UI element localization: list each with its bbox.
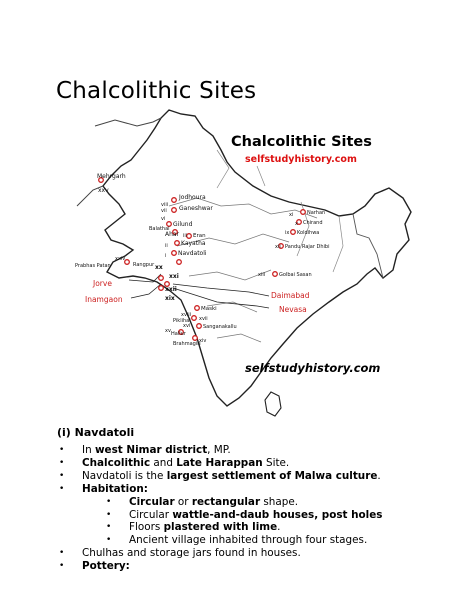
label-prabhas-patan: Prabhas Patan [75, 263, 111, 269]
map-site-url: selfstudyhistory.com [245, 154, 357, 165]
list-item: • In west Nimar district, MP. [59, 444, 231, 456]
label-xviii: xviii [181, 312, 192, 318]
site-marker-piklihal [192, 316, 197, 321]
site-marker-golbai-sasan [273, 272, 278, 277]
label-xxv: xxv [98, 187, 109, 194]
page-title: Chalcolithic Sites [56, 78, 257, 104]
list-subitem: • Circular wattle-and-daub houses, post holes [106, 508, 383, 521]
list-subitem: • Floors plastered with lime. [106, 521, 281, 534]
label-ganeshwar: Ganeshwar [179, 205, 213, 212]
label-gilund: Gilund [173, 221, 193, 228]
label-inamgaon: Inamgaon [85, 295, 123, 304]
site-marker-brahmagiri [193, 336, 198, 341]
site-marker-eran [187, 234, 192, 239]
label-hallur: Hallur [171, 331, 186, 337]
label-vi: vi [161, 216, 166, 222]
label-xvi: xvi [183, 323, 191, 329]
list-item: • Navdatoli is the largest settlement of Malwa culture. [59, 469, 381, 482]
site-marker-ganeshwar [172, 208, 177, 213]
list-subitem: • Circular or rectangular shape. [106, 495, 299, 508]
site-marker-jorwe [159, 276, 164, 281]
chalcolithic-sites-map [57, 106, 419, 418]
list-subitem: • Ancient village inhabited through four stages. [106, 534, 368, 547]
label-koldihwa: Koldihwa [297, 230, 320, 236]
site-marker-koldihwa [291, 230, 296, 235]
site-marker-maski [195, 306, 200, 311]
label-ahar: Ahar [165, 231, 180, 238]
label-xvii: xvii [199, 316, 208, 322]
site-marker-rangpur [125, 260, 130, 265]
label-xx: xx [155, 264, 163, 271]
label-iii: iii [183, 233, 188, 239]
section-heading: (i) Navdatoli [57, 426, 135, 439]
label-balathal: Balathal [149, 226, 170, 232]
label-golbai-sasan: Golbai Sasan [279, 272, 312, 278]
label-jodhpura: Jodhoura [179, 194, 206, 201]
label-xix: xix [165, 295, 175, 302]
label-x: x [295, 221, 298, 227]
label-xxiv: xxiv [115, 256, 126, 262]
label-brahmagiri: Brahmagiri [173, 341, 201, 347]
label-viii: viii [161, 202, 169, 208]
label-vii: vii [161, 208, 167, 214]
label-piklihal: Piklihal [173, 318, 191, 324]
label-chirand: Chirand [303, 220, 323, 226]
label-xxii: xxii [165, 286, 177, 293]
label-xi: xi [289, 212, 294, 218]
site-marker-narhan [301, 210, 306, 215]
label-jorwe: Jorve [93, 279, 112, 288]
map-heading: Chalcolithic Sites [231, 134, 372, 150]
map-watermark: selfstudyhistory.com [245, 361, 381, 375]
label-daimabad: Daimabad [271, 291, 310, 300]
label-nevasa: Nevasa [279, 305, 307, 314]
label-pandu-rajar-dhibi: Pandu Rajar Dhibi [285, 244, 330, 250]
list-item: • Habitation: [59, 482, 148, 495]
label-eran: Eran [193, 233, 206, 239]
site-marker-kayatha [175, 241, 180, 246]
site-marker-navdatoli-2 [177, 260, 182, 265]
label-navdatoli: Navdatoli [178, 250, 207, 257]
notes-list [57, 444, 437, 573]
list-item: • Pottery: [59, 560, 130, 573]
list-item: • Chalcolithic and Late Harappan Site. [59, 456, 290, 469]
label-rangpur: Rangpur [133, 262, 155, 268]
label-xiii: xiii [258, 272, 266, 278]
site-marker-sanganakallu [197, 324, 202, 329]
label-i: i [165, 253, 167, 259]
site-marker-navdatoli [172, 251, 177, 256]
map-svg [57, 106, 419, 418]
label-sanganakallu: Sanganakallu [203, 324, 237, 330]
label-ii: ii [165, 243, 168, 249]
site-marker-inamgaon [159, 286, 164, 291]
site-marker-jodhpura [172, 198, 177, 203]
label-xv: xv [165, 328, 171, 334]
label-xiv: xiv [199, 338, 207, 344]
label-maski: Maski [201, 306, 217, 312]
label-kayatha: Kayatha [181, 240, 206, 247]
list-item: • Chulhas and storage jars found in houses. [59, 547, 301, 560]
label-ix: ix [285, 230, 290, 236]
label-mehrgarh: Mehrgarh [97, 173, 126, 180]
label-narhan: Narhan [307, 210, 326, 216]
label-xii: xii [275, 244, 281, 250]
label-xxi: xxi [169, 273, 179, 280]
